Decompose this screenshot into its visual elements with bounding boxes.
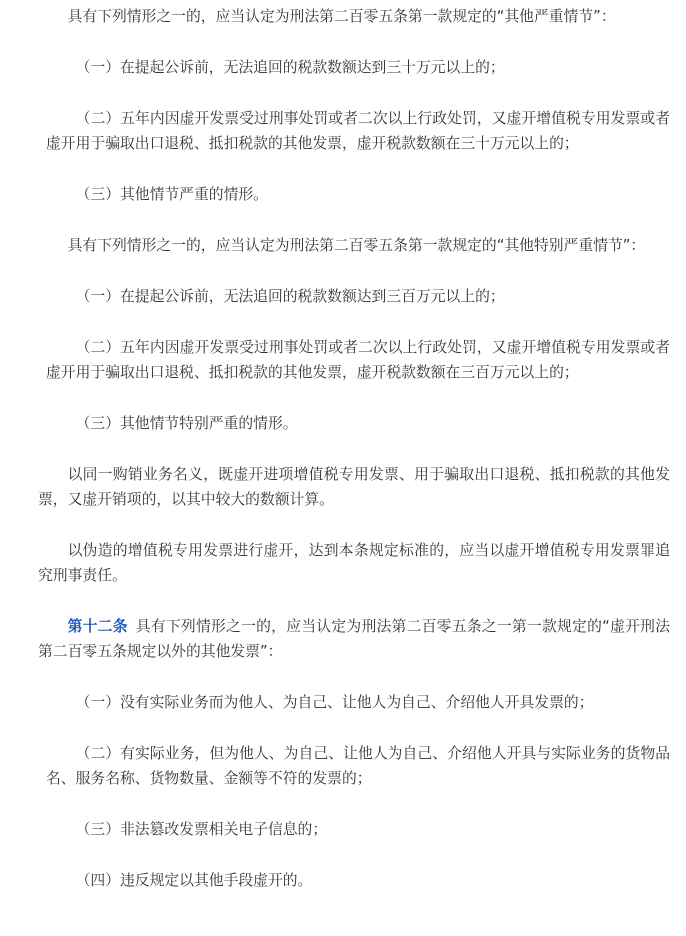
paragraph-especially-serious-item-2: （二）五年内因虚开发票受过刑事处罚或者二次以上行政处罚，又虚开增值税专用发票或者虚开用于骗取出口退税、抵扣税款的其他发票，虚开税款数额在三百万元以上的；	[46, 339, 670, 381]
paragraph-article-12-item-3: （三）非法篡改发票相关电子信息的；	[75, 821, 328, 838]
paragraph-especially-serious-intro: 具有下列情形之一的，应当认定为刑法第二百零五条第一款规定的“其他特别严重情节”：	[67, 237, 646, 254]
paragraph-article-12-item-1: （一）没有实际业务而为他人、为自己、让他人为自己、介绍他人开具发票的；	[75, 694, 594, 711]
paragraph-article-12	[38, 614, 670, 664]
paragraph-serious-item-2: （二）五年内因虚开发票受过刑事处罚或者二次以上行政处罚，又虚开增值税专用发票或者虚开用于骗取出口退税、抵扣税款的其他发票，虚开税款数额在三十万元以上的；	[46, 110, 670, 152]
paragraph-forged-invoice-rule: 以伪造的增值税专用发票进行虚开，达到本条规定标准的，应当以虚开增值税专用发票罪追究刑事责任。	[38, 542, 670, 584]
paragraph-serious-circumstances-intro: 具有下列情形之一的，应当认定为刑法第二百零五条第一款规定的“其他严重情节”：	[67, 8, 616, 25]
paragraph-article-12-item-4: （四）违反规定以其他手段虚开的。	[75, 872, 313, 889]
paragraph-especially-serious-item-3: （三）其他情节特别严重的情形。	[75, 415, 298, 432]
article-12-text: 具有下列情形之一的，应当认定为刑法第二百零五条之一第一款规定的“虚开刑法第二百零五条规定以外的其他发票”：	[38, 618, 670, 660]
paragraph-serious-item-1: （一）在提起公诉前，无法追回的税款数额达到三十万元以上的；	[75, 59, 505, 76]
paragraph-article-12-item-2: （二）有实际业务，但为他人、为自己、让他人为自己、介绍他人开具与实际业务的货物品名、服务名称、货物数量、金额等不符的发票的；	[46, 745, 670, 787]
paragraph-same-transaction-rule: 以同一购销业务名义，既虚开进项增值税专用发票、用于骗取出口退税、抵扣税款的其他发票，又虚开销项的，以其中较大的数额计算。	[38, 466, 670, 508]
paragraph-especially-serious-item-1: （一）在提起公诉前，无法追回的税款数额达到三百万元以上的；	[75, 288, 505, 305]
article-number-label: 第十二条	[67, 618, 128, 635]
paragraph-serious-item-3: （三）其他情节严重的情形。	[75, 186, 268, 203]
